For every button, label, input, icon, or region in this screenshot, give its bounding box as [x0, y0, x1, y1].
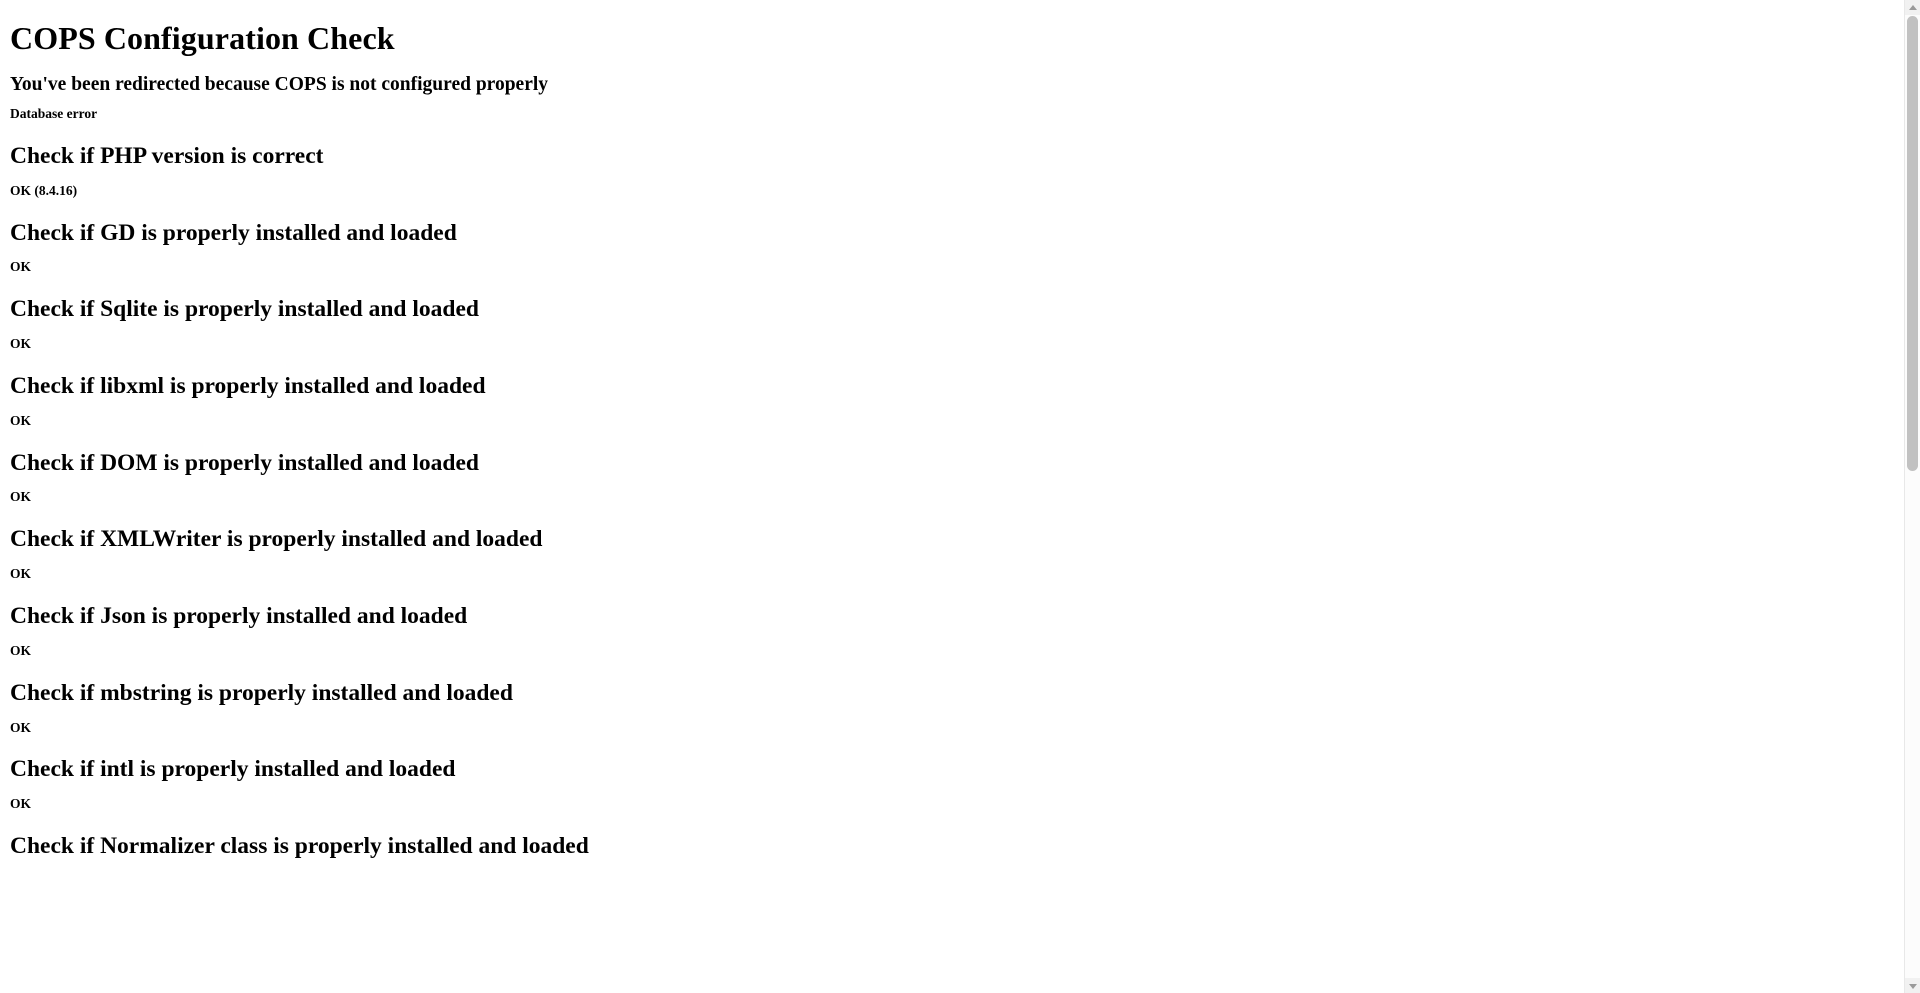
- check-status: OK: [10, 796, 32, 812]
- check-title: Check if libxml is properly installed and loaded: [10, 372, 486, 399]
- redirect-notice-heading: You've been redirected because COPS is not configured properly: [10, 73, 549, 95]
- check-title: Check if GD is properly installed and loaded: [10, 219, 457, 246]
- check-status: OK: [10, 489, 32, 505]
- check-title: Check if DOM is properly installed and loaded: [10, 449, 479, 476]
- check-status: OK: [10, 336, 32, 352]
- check-title: Check if XMLWriter is properly installed and loaded: [10, 526, 543, 553]
- check-title: Check if PHP version is correct: [10, 142, 324, 169]
- scrollbar-thumb[interactable]: [1907, 16, 1918, 471]
- check-title: Check if Json is properly installed and loaded: [10, 603, 468, 629]
- check-title: Check if intl is properly installed and loaded: [10, 756, 456, 783]
- check-title: Check if Sqlite is properly installed and loaded: [10, 296, 479, 323]
- check-title: Check if mbstring is properly installed and loaded: [10, 679, 513, 706]
- check-status: OK: [10, 719, 32, 735]
- check-status: OK: [10, 259, 32, 275]
- page-scrollbar[interactable]: [1904, 0, 1920, 993]
- redirect-notice-status: Database error: [10, 106, 98, 122]
- scroll-up-arrow-icon[interactable]: [1905, 0, 1920, 15]
- check-status: OK: [10, 412, 32, 428]
- page-title: COPS Configuration Check: [10, 20, 395, 56]
- check-title: Check if Normalizer class is properly installed and loaded: [10, 833, 589, 860]
- check-status: OK: [10, 642, 32, 658]
- scroll-down-arrow-icon[interactable]: [1905, 978, 1920, 993]
- check-status: OK: [10, 566, 32, 582]
- check-list: [10, 144, 1898, 860]
- check-status: OK (8.4.16): [10, 182, 78, 198]
